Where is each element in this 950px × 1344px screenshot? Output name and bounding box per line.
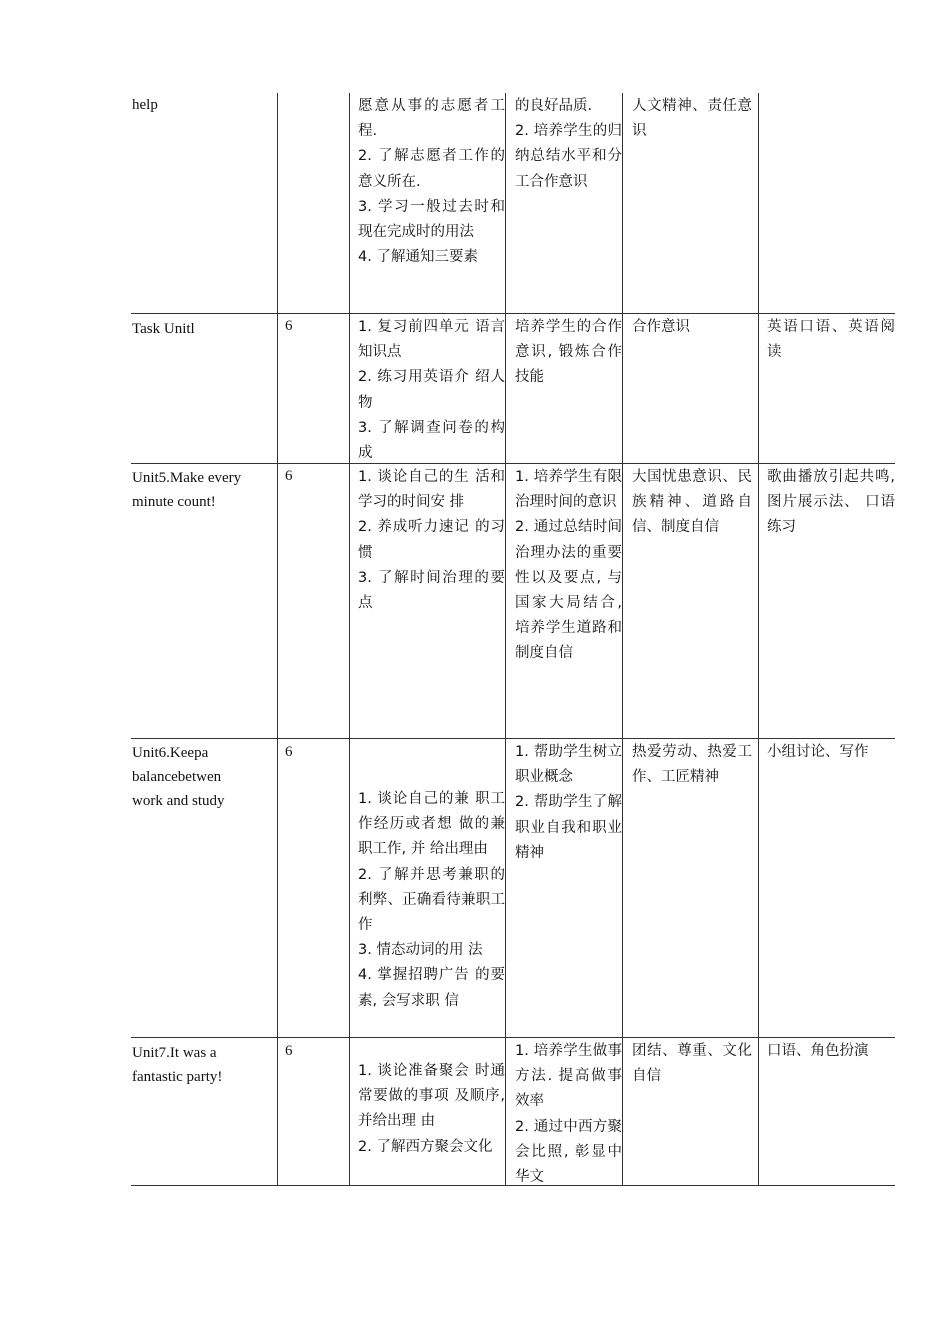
- objective-item: 2. 了解并思考兼职的利弊、正确看待兼职工作: [358, 866, 505, 934]
- values-cell: [632, 315, 752, 463]
- objective-item: 1. 谈论自己的生 活和学习的时间安 排: [358, 469, 505, 511]
- objective-item: 4. 掌握招聘广告 的要素, 会写求职 信: [358, 967, 505, 1009]
- objectives-cell: [358, 465, 505, 738]
- objectives-cell: [358, 94, 505, 313]
- ability-item: 1. 培养学生有限治理时间的意识: [515, 469, 622, 511]
- column-divider: [349, 93, 350, 1186]
- ability-item: 培养学生的合作意识, 锻炼合作技能: [515, 319, 622, 386]
- objectives-cell: [358, 787, 505, 1037]
- methods-cell: [767, 315, 895, 463]
- methods-cell: [767, 740, 895, 1037]
- unit-cell: [132, 466, 272, 738]
- objective-item: 1. 谈论准备聚会 时通常要做的事项 及顺序, 并给出理 由: [358, 1063, 505, 1130]
- unit-line: balancebetwen: [132, 769, 222, 785]
- row-divider: [131, 463, 895, 464]
- ability-cell: [515, 315, 622, 463]
- methods-cell: [767, 465, 895, 738]
- hours-cell: 6: [285, 744, 293, 760]
- ability-item: 1. 培养学生做事方法. 提高做事效率: [515, 1043, 622, 1110]
- row-divider: [131, 1185, 895, 1186]
- column-divider: [758, 93, 759, 1186]
- unit-line: Unit6.Keepa: [132, 745, 209, 761]
- unit-line: minute count!: [132, 494, 216, 510]
- unit-line: Unit7.It was a: [132, 1045, 217, 1061]
- column-divider: [505, 93, 506, 1186]
- objective-item: 3. 学习一般过去时和现在完成时的用法: [358, 198, 505, 241]
- row-divider: [131, 738, 895, 739]
- values-cell: [632, 740, 752, 1037]
- objective-item: 3. 了解时间治理的要点: [358, 569, 505, 612]
- ability-item: 2. 通过中西方聚会比照, 彰显中华文: [515, 1118, 622, 1185]
- objectives-cell: [358, 1059, 505, 1185]
- methods-cell: [767, 1039, 895, 1185]
- hours-cell: 6: [285, 468, 293, 484]
- objective-item: 2. 了解志愿者工作的意义所在.: [358, 148, 505, 190]
- column-divider: [622, 93, 623, 1186]
- unit-line: Task Unitl: [132, 321, 195, 337]
- unit-line: work and study: [132, 793, 225, 809]
- ability-cell: [515, 1039, 622, 1185]
- objective-item: 1. 复习前四单元 语言知识点: [358, 319, 505, 361]
- unit-line: help: [132, 97, 158, 113]
- values-cell: [632, 1039, 752, 1185]
- objective-item: 2. 养成听力速记 的习惯: [358, 519, 505, 561]
- methods-item: 小组讨论、写作: [767, 744, 869, 760]
- objective-item: 3. 情态动词的用 法: [358, 942, 483, 959]
- objective-item: 1. 谈论自己的兼 职工作经历或者想 做的兼职工作, 并 给出理由: [358, 791, 505, 858]
- ability-item: 2. 帮助学生了解职业自我和职业精神: [515, 794, 622, 861]
- ability-item: 2. 培养学生的归纳总结水平和分工合作意识: [515, 123, 622, 190]
- objective-item: 愿意从事的志愿者工程.: [358, 98, 505, 140]
- hours-cell: 6: [285, 318, 293, 334]
- values-item: 团结、尊重、文化自信: [632, 1043, 752, 1085]
- unit-cell: [132, 317, 272, 463]
- ability-cell: [515, 94, 622, 313]
- objectives-cell: [358, 315, 505, 463]
- objective-item: 2. 练习用英语介 绍人物: [358, 369, 505, 411]
- ability-cell: [515, 740, 622, 1037]
- methods-item: 歌曲播放引起共鸣, 图片展示法、 口语练习: [767, 469, 895, 536]
- unit-line: Unit5.Make every: [132, 470, 242, 486]
- column-divider: [277, 93, 278, 1186]
- methods-item: 英语口语、英语阅 读: [767, 319, 895, 361]
- unit-cell: [132, 741, 272, 1037]
- objective-item: 2. 了解西方聚会文化: [358, 1138, 493, 1155]
- ability-item: 的良好品质.: [515, 98, 593, 114]
- unit-cell: [132, 1041, 272, 1185]
- methods-item: 口语、角色扮演: [767, 1043, 869, 1059]
- ability-cell: [515, 465, 622, 738]
- objective-item: 3. 了解调查问卷的构成: [358, 419, 505, 462]
- row-divider: [131, 313, 895, 314]
- values-item: 热爱劳动、热爱工作、工匠精神: [632, 744, 752, 786]
- values-item: 合作意识: [632, 319, 690, 335]
- values-item: 大国忧患意识、民族精神、道路自信、制度自信: [632, 469, 752, 536]
- values-cell: [632, 94, 752, 313]
- ability-item: 1. 帮助学生树立职业概念: [515, 744, 622, 786]
- hours-cell: 6: [285, 1043, 293, 1059]
- objective-item: 4. 了解通知三要素: [358, 249, 478, 266]
- row-divider: [131, 1037, 895, 1038]
- ability-item: 2. 通过总结时间治理办法的重要性以及要点, 与国家大局结合, 培养学生道路和制度自信: [515, 519, 622, 662]
- course-table: [131, 93, 895, 1186]
- unit-cell: [132, 93, 272, 313]
- values-cell: [632, 465, 752, 738]
- unit-line: fantastic party!: [132, 1069, 223, 1085]
- values-item: 人文精神、责任意识: [632, 98, 752, 140]
